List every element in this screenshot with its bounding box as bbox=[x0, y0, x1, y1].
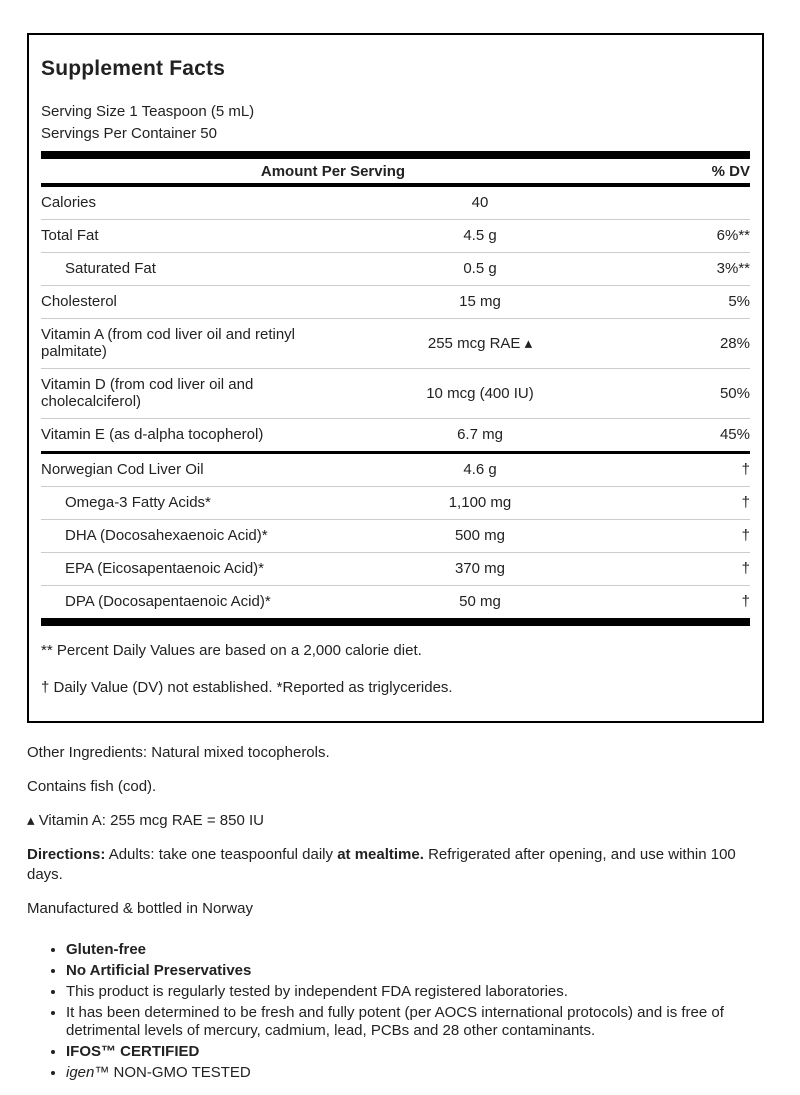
table-row-epa bbox=[41, 553, 750, 586]
nutrient-dv: † bbox=[625, 453, 750, 487]
nutrient-amount: 4.5 g bbox=[335, 220, 625, 253]
nutrient-name: DPA (Docosapentaenoic Acid)* bbox=[41, 586, 335, 623]
nutrient-name: Calories bbox=[41, 194, 97, 211]
nutrient-name: EPA (Eicosapentaenoic Acid)* bbox=[41, 553, 335, 586]
nutrient-dv bbox=[625, 185, 750, 220]
table-row-dpa bbox=[41, 586, 750, 623]
footnote-dagger: † Daily Value (DV) not established. *Reported as triglycerides. bbox=[41, 679, 453, 696]
bullet-igen-non-gmo bbox=[66, 1064, 764, 1082]
nutrient-dv: † bbox=[625, 553, 750, 586]
nutrient-amount: 15 mg bbox=[335, 286, 625, 319]
table-row-total-fat bbox=[41, 220, 750, 253]
bullet-ifos-certified: • IFOS™ CERTIFIED bbox=[66, 1043, 764, 1061]
amount-per-serving-header: Amount Per Serving bbox=[41, 155, 625, 185]
nutrient-dv: † bbox=[625, 520, 750, 553]
nutrition-table bbox=[41, 151, 750, 626]
nutrient-name: Vitamin D (from cod liver oil and cholecalciferol) bbox=[41, 369, 335, 419]
nutrient-name: Total Fat bbox=[41, 220, 335, 253]
directions-label: Directions: bbox=[27, 846, 106, 863]
bullet-no-artificial-preservatives: • No Artificial Preservatives bbox=[66, 962, 764, 980]
supplement-facts-panel bbox=[27, 33, 764, 723]
manufactured-text: Manufactured & bottled in Norway bbox=[27, 900, 253, 917]
table-row-vitamin-a bbox=[41, 319, 750, 369]
igen-text: ™ NON-GMO TESTED bbox=[94, 1064, 251, 1081]
directions-part-1: Adults: take one teaspoonful daily bbox=[105, 846, 338, 863]
table-row-cod-liver-oil bbox=[41, 453, 750, 487]
allergen-text: Contains fish (cod). bbox=[27, 778, 157, 795]
servings-per-container: Servings Per Container 50 bbox=[41, 125, 217, 142]
nutrient-amount: 10 mcg (400 IU) bbox=[335, 369, 625, 419]
table-header-row bbox=[41, 155, 750, 185]
directions-text bbox=[27, 845, 764, 885]
nutrient-amount: 370 mg bbox=[335, 553, 625, 586]
nutrient-name: Vitamin A (from cod liver oil and retinyl palmitate) bbox=[41, 319, 335, 369]
nutrient-name: Vitamin E (as d-alpha tocopherol) bbox=[41, 419, 335, 453]
serving-info bbox=[41, 101, 750, 145]
table-row-omega-3 bbox=[41, 487, 750, 520]
nutrient-amount: 4.6 g bbox=[335, 453, 625, 487]
nutrient-dv: 5% bbox=[625, 286, 750, 319]
nutrient-amount: 500 mg bbox=[335, 520, 625, 553]
table-row-dha bbox=[41, 520, 750, 553]
serving-size: Serving Size 1 Teaspoon (5 mL) bbox=[41, 103, 255, 120]
directions-part-2: Refrigerated after opening, and use within 100 days. bbox=[27, 846, 736, 883]
nutrient-name: Saturated Fat bbox=[41, 253, 335, 286]
nutrient-dv: 50% bbox=[625, 369, 750, 419]
nutrient-name: Norwegian Cod Liver Oil bbox=[41, 453, 335, 487]
bullet-gluten-free: • Gluten-free bbox=[66, 941, 764, 959]
nutrient-amount: 255 mcg RAE ▴ bbox=[335, 319, 625, 369]
nutrient-amount: 50 mg bbox=[335, 586, 625, 623]
nutrient-amount: 0.5 g bbox=[335, 253, 625, 286]
table-row-vitamin-d bbox=[41, 369, 750, 419]
feature-bullet-list bbox=[27, 941, 764, 1082]
supplement-facts-title: Supplement Facts bbox=[41, 57, 226, 80]
nutrient-amount: 1,100 mg bbox=[335, 487, 625, 520]
label-details bbox=[27, 743, 764, 1082]
nutrient-name: Omega-3 Fatty Acids* bbox=[41, 487, 335, 520]
percent-dv-header: % DV bbox=[625, 155, 750, 185]
footnote-percent-dv: ** Percent Daily Values are based on a 2,000 calorie diet. bbox=[41, 642, 422, 659]
vitamin-a-note: ▴ Vitamin A: 255 mcg RAE = 850 IU bbox=[27, 812, 264, 829]
directions-bold-part: at mealtime. bbox=[337, 846, 424, 863]
table-row-calories bbox=[41, 185, 750, 220]
nutrient-name: Cholesterol bbox=[41, 286, 335, 319]
table-row-cholesterol bbox=[41, 286, 750, 319]
bullet-fda-tested: • This product is regularly tested by independent FDA registered laboratories. bbox=[66, 983, 764, 1001]
nutrient-dv: 6%** bbox=[625, 220, 750, 253]
other-ingredients-text: Other Ingredients: Natural mixed tocopherols. bbox=[27, 744, 330, 761]
bullet-purity: • It has been determined to be fresh and fully potent (per AOCS international protocols) and is free of detrimental levels of mercury, cadmium, lead, PCBs and 28 other contaminants. bbox=[66, 1004, 764, 1040]
nutrient-dv: 45% bbox=[625, 419, 750, 453]
nutrient-amount: 6.7 mg bbox=[335, 419, 625, 453]
nutrient-name: DHA (Docosahexaenoic Acid)* bbox=[41, 520, 335, 553]
nutrient-dv: † bbox=[625, 586, 750, 623]
nutrient-dv: 3%** bbox=[625, 253, 750, 286]
igen-brand: igen bbox=[66, 1064, 95, 1081]
table-row-vitamin-e bbox=[41, 419, 750, 453]
nutrient-dv: † bbox=[625, 487, 750, 520]
table-row-saturated-fat bbox=[41, 253, 750, 286]
nutrient-dv: 28% bbox=[625, 319, 750, 369]
nutrient-amount: 40 bbox=[471, 194, 489, 211]
